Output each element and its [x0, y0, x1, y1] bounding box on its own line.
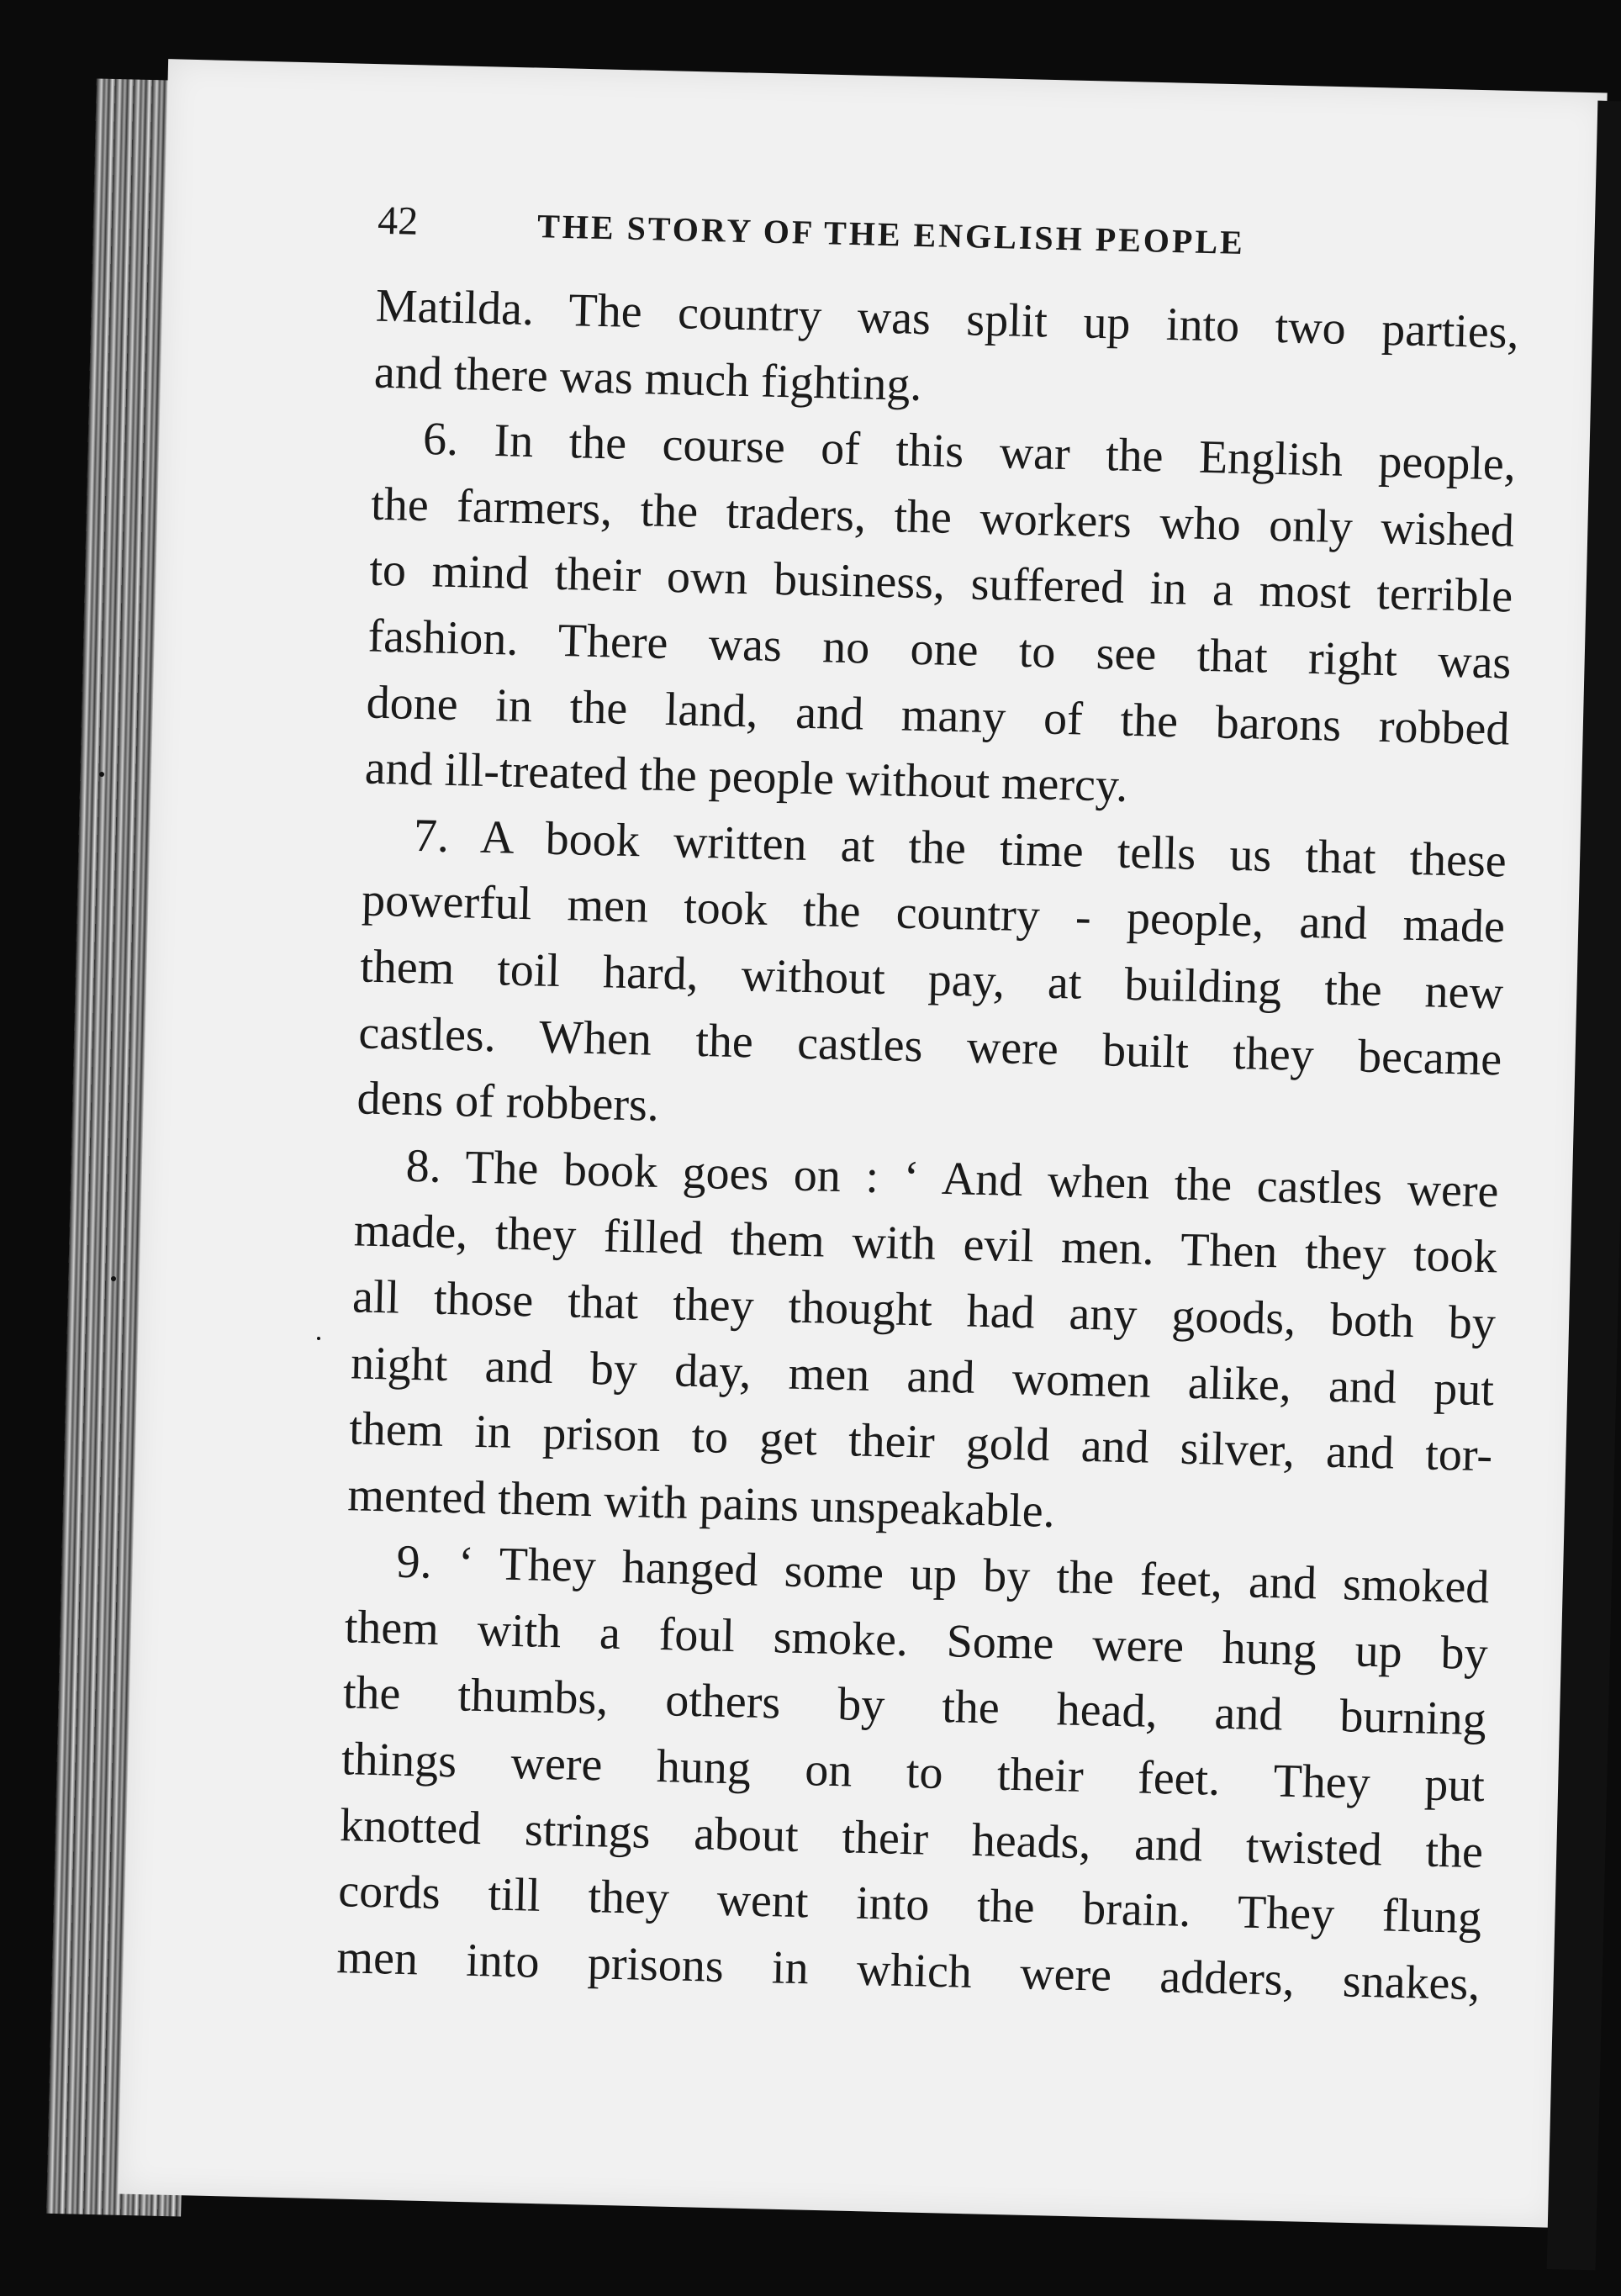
- running-head-title: THE STORY OF THE ENGLISH PEOPLE: [536, 207, 1246, 262]
- text-line: fashion. There was no one to see that right was: [367, 610, 1512, 689]
- text-line: the farmers, the traders, the workers who only wished: [370, 478, 1515, 557]
- text-line: the thumbs, others by the head, and burning: [342, 1666, 1487, 1746]
- dust-speck: [99, 772, 104, 777]
- text-line: Matilda. The country was split up into two parties,: [375, 279, 1520, 359]
- text-line: and ill-treated the people without mercy.: [364, 742, 1129, 813]
- text-line: mented them with pains unspeakable.: [346, 1468, 1056, 1538]
- text-line: and there was much fighting.: [373, 346, 923, 411]
- text-line: to mind their own business, suffered in a most terrible: [368, 543, 1513, 623]
- text-line: all those that they thought had any goods, both by: [351, 1270, 1497, 1350]
- text-line: them with a foul smoke. Some were hung up by: [344, 1601, 1489, 1681]
- text-line: knotted strings about their heads, and twisted the: [339, 1798, 1484, 1878]
- text-line: made, they filled them with evil men. Then they took: [353, 1204, 1498, 1284]
- text-line: dens of robbers.: [356, 1072, 660, 1132]
- dust-speck: [111, 1276, 116, 1281]
- body-text: [336, 273, 1520, 2018]
- text-line: castles. When the castles were built they became: [357, 1005, 1502, 1086]
- text-line: them in prison to get their gold and silver, and tor-: [348, 1402, 1493, 1482]
- text-line: cords till they went into the brain. They flung: [337, 1865, 1482, 1945]
- text-line: 8. The book goes on : ‘ And when the castles were: [405, 1139, 1500, 1218]
- page-number: 42: [377, 198, 419, 244]
- text-line: them toil hard, without pay, at building the new: [359, 940, 1504, 1020]
- text-line: 9. ‘ They hanged some up by the feet, and smoked: [395, 1535, 1491, 1614]
- text-line: 6. In the course of this war the English people,: [422, 413, 1517, 491]
- text-line: night and by day, men and women alike, and put: [350, 1336, 1495, 1416]
- page-text-block: [168, 193, 1539, 2018]
- text-line: men into prisons in which were adders, snakes,: [335, 1930, 1481, 2011]
- text-line: done in the land, and many of the barons robbed: [366, 676, 1511, 756]
- text-line: things were hung on to their feet. They put: [341, 1733, 1486, 1813]
- text-line: powerful men took the country - people, and made: [361, 874, 1506, 953]
- text-line: 7. A book written at the time tells us that these: [413, 809, 1507, 888]
